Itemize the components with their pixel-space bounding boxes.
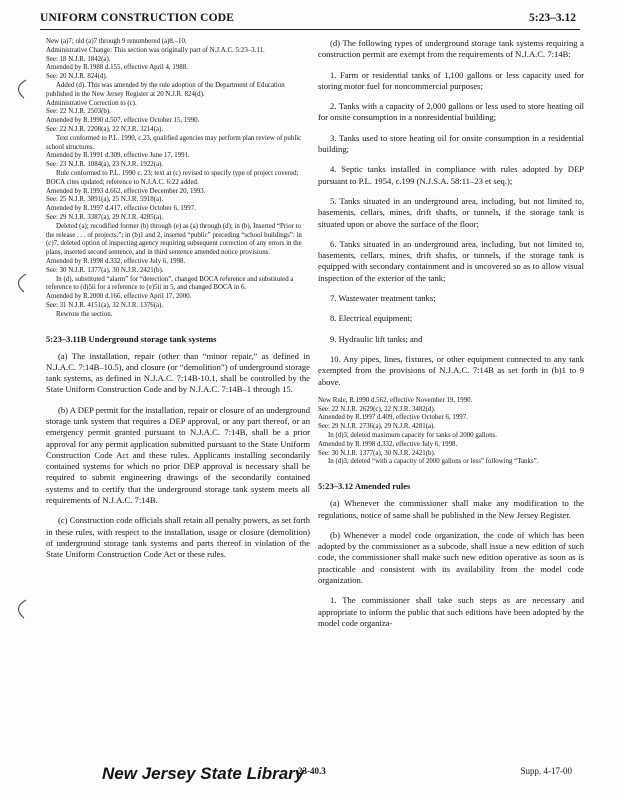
history-note: In (d), substituted “alarm” for “detection”, changed BOCA reference and substituted a reference to (d)5ii for a reference to (e)5ii in 5, and changed BOCA in 6. — [46, 275, 294, 292]
paragraph: (c) Construction code officials shall retain all penalty powers, as set forth in these rules, with respect to the installation, usage or closure (demolition) of underground storage tank systems and parts thereof in violation of the State Uniform Construction Code Act or these rules. — [46, 515, 310, 560]
history-note: See: 20 N.J.R. 824(d). — [46, 73, 108, 81]
list-item: 3. Tanks used to store heating oil for onsite consumption in a residential building; — [318, 132, 584, 155]
list-item: 10. Any pipes, lines, fixtures, or other equipment connected to any tank exempted from the provisions of N.J.A.C. 7:14B as set forth in (b)1 to 9 above. — [318, 353, 584, 387]
paragraph: (b) A DEP permit for the installation, repair or closure of an underground storage tank system that requires a DEP approval, or any part thereof, or an emergency permit granted pursuant to N.J.A.C. 7:14B, shall be a prior approval for any permit application submitted pursuant to the State Uniform Construction Code Act and these rules. Applicants installing secondarily contained systems for which no prior DEP approval is necessary shall be required to submit engineering drawings of the secondarily contained systems and to certify that the underground storage tank system meets all requirements of N.J.A.C. 7:14B. — [46, 404, 310, 506]
history-note: See: 31 N.J.R. 4151(a), 32 N.J.R. 1376(a). — [46, 301, 164, 309]
history-note: Amended by R.1991 d.309, effective June 17, 1991. — [46, 152, 190, 160]
history-note: In (d)3, deleted “with a capacity of 2000 gallons or less” following “Tanks”. — [328, 458, 539, 466]
history-note: Amended by R.1993 d.662, effective December 20, 1993. — [46, 187, 206, 195]
header-rule — [40, 29, 580, 30]
history-note: New Rule, R.1990 d.562, effective November 19, 1990. — [318, 396, 473, 404]
list-item: 5. Tanks situated in an underground area, including, but not limited to, basements, cellars, mines, drift shafts, or tunnels, if the storage tank is situated upon or above the surface of the floor; — [318, 195, 584, 229]
running-header-title: UNIFORM CONSTRUCTION CODE — [40, 12, 235, 24]
history-note: Text conformed to P.L. 1990, c.23, qualified agencies may perform plan review of public school structures. — [46, 134, 302, 151]
paragraph: (d) The following types of underground storage tank systems requiring a construction permit are exempt from the requirements of N.J.A.C. 7:14B: — [318, 38, 584, 60]
history-note: See: 23 N.J.R. 1084(a), 23 N.J.R. 1922(a). — [46, 161, 164, 169]
section-body — [46, 351, 310, 561]
list-item: 9. Hydraulic lift tanks; and — [330, 333, 423, 344]
list-item: 7. Wastewater treatment tanks; — [330, 293, 436, 304]
history-note: Rule conformed to P.L. 1990 c. 23; text at (c) revised to specify type of project covered; BOCA cites updated; reference to N.J.A.C. 6:22 added. — [46, 169, 299, 186]
list-item: 6. Tanks situated in an underground area, including, but not limited to, basements, cellars, mines, drift shafts, or tunnels, if the storage tank is equipped with secondary containment and is uncovered so as to allow visual inspection of the exterior of the tank; — [318, 238, 584, 283]
history-note: See: 30 N.J.R. 1377(a), 30 N.J.R. 2421(b). — [46, 266, 164, 274]
history-note: See: 29 N.J.R. 3387(a), 29 N.J.R. 4285(a). — [46, 213, 164, 221]
history-note: Amended by R.1997 d.409, effective October 6, 1997. — [318, 414, 468, 422]
history-note: New (a)7; old (a)7 through 9 renumbered (a)8.–10. — [46, 38, 187, 45]
section-heading: 5:23–3.12 Amended rules — [318, 481, 411, 492]
list-item: 1. Farm or residential tanks of 1,100 gallons or less capacity used for storing motor fuel for noncommercial purposes; — [318, 69, 584, 91]
paragraph: 1. The commissioner shall take such steps as are necessary and appropriate to inform the public that such editions have been adopted by the model code organiza- — [318, 595, 584, 628]
paragraph: (b) Whenever a model code organization, the code of which has been adopted by the commissioner as a subcode, shall issue a new edition of such code, the commissioner shall make such new edition operative as soon as is practicable and consistent with its availability from the model code organization. — [318, 529, 584, 585]
exemptions-list — [318, 38, 584, 388]
running-header-section: 5:23–3.12 — [529, 12, 576, 24]
history-note: Amended by R.2000 d.166, effective April 17, 2000. — [46, 293, 192, 301]
library-stamp: New Jersey State Library — [102, 764, 305, 783]
history-note: See: 22 N.J.R. 2629(c), 22 N.J.R. 3482(d). — [318, 405, 436, 413]
left-column — [46, 38, 310, 570]
history-note: Administrative Change: This section was originally part of N.J.A.C. 5:23–3.11. — [46, 46, 265, 54]
history-notes — [46, 38, 310, 320]
history-note: Rewrote the section. — [56, 310, 113, 318]
list-item: 2. Tanks with a capacity of 2,000 gallons or less used to store heating oil for onsite consumption in a nonresidential building; — [318, 101, 584, 123]
right-column — [318, 38, 584, 638]
history-note: Amended by R.1998 d.332, effective July 6, 1998. — [318, 440, 458, 448]
section-heading: 5:23–3.11B Underground storage tank systems — [46, 333, 217, 344]
history-notes — [318, 397, 584, 467]
history-note: Added (d). This was amended by the rule adoption of the Department of Education published in the New Jersey Register at 20 N.J.R. 824(d). — [46, 81, 285, 98]
history-note: Amended by R.1998 d.332, effective July 6, 1998. — [46, 257, 186, 265]
history-note: Amended by R.1990 d.507, effective October 15, 1990. — [46, 117, 200, 125]
history-note: See: 22 N.J.R. 2503(b). — [46, 108, 111, 116]
punch-hole-mark — [8, 78, 30, 100]
list-item: 8. Electrical equipment; — [330, 313, 413, 324]
history-note: Administrative Correction to (c). — [46, 99, 137, 107]
history-note: See: 18 N.J.R. 1842(a). — [46, 55, 111, 63]
history-note: Amended by R.1997 d.417, effective October 6, 1997. — [46, 205, 196, 213]
page-number: 23-40.3 — [298, 766, 326, 776]
history-note: Amended by R.1988 d.155, effective April 4, 1988. — [46, 64, 188, 72]
history-note: Deleted (a); recodified former (b) through (e) as (a) through (d); in (b), Inserted “Prior to the release . . . of projects.”; in (b)1 and 2, inserted “public” preceding “school buildings”: in (c)7, deleted option of inspecting agency requiring subsequent correction of any errors in the plans, inserted second sentence, and in third sentence amended notice provisions. — [46, 222, 302, 257]
section-body — [318, 498, 584, 629]
history-note: See: 25 N.J.R. 3891(a), 25 N.J.R. 5918(a). — [46, 196, 164, 204]
punch-hole-mark — [8, 598, 30, 620]
punch-hole-mark — [8, 272, 30, 294]
paragraph: (a) Whenever the commissioner shall make any modification to the regulations, notice of same shall be published in the New Jersey Register. — [318, 498, 584, 520]
history-note: See: 29 N.J.R. 2736(a), 29 N.J.R. 4281(a). — [318, 423, 436, 431]
supplement-date: Supp. 4-17-00 — [520, 766, 572, 776]
history-note: See: 30 N.J.R. 1377(a), 30 N.J.R. 2421(b). — [318, 449, 436, 457]
history-note: In (d)3, deleted maximum capacity for tanks of 2000 gallons. — [328, 432, 497, 440]
history-note: See: 22 N.J.R. 2208(a), 22 N.J.R. 3214(a). — [46, 125, 164, 133]
list-item: 4. Septic tanks installed in compliance with rules adopted by DEP pursuant to P.L. 1954, c.199 (N.J.S.A. 58:11–23 et seq.); — [318, 164, 584, 186]
paragraph: (a) The installation, repair (other than “minor repair,” as defined in N.J.A.C. 7:14B–10.5), and closure (or “demolition”) of underground storage tank systems, as defined in N.J.A.C. 7:14B-10.1, shall be controlled by the State Uniform Construction Code and by N.J.A.C. 7:14B–1 through 15. — [46, 350, 310, 395]
